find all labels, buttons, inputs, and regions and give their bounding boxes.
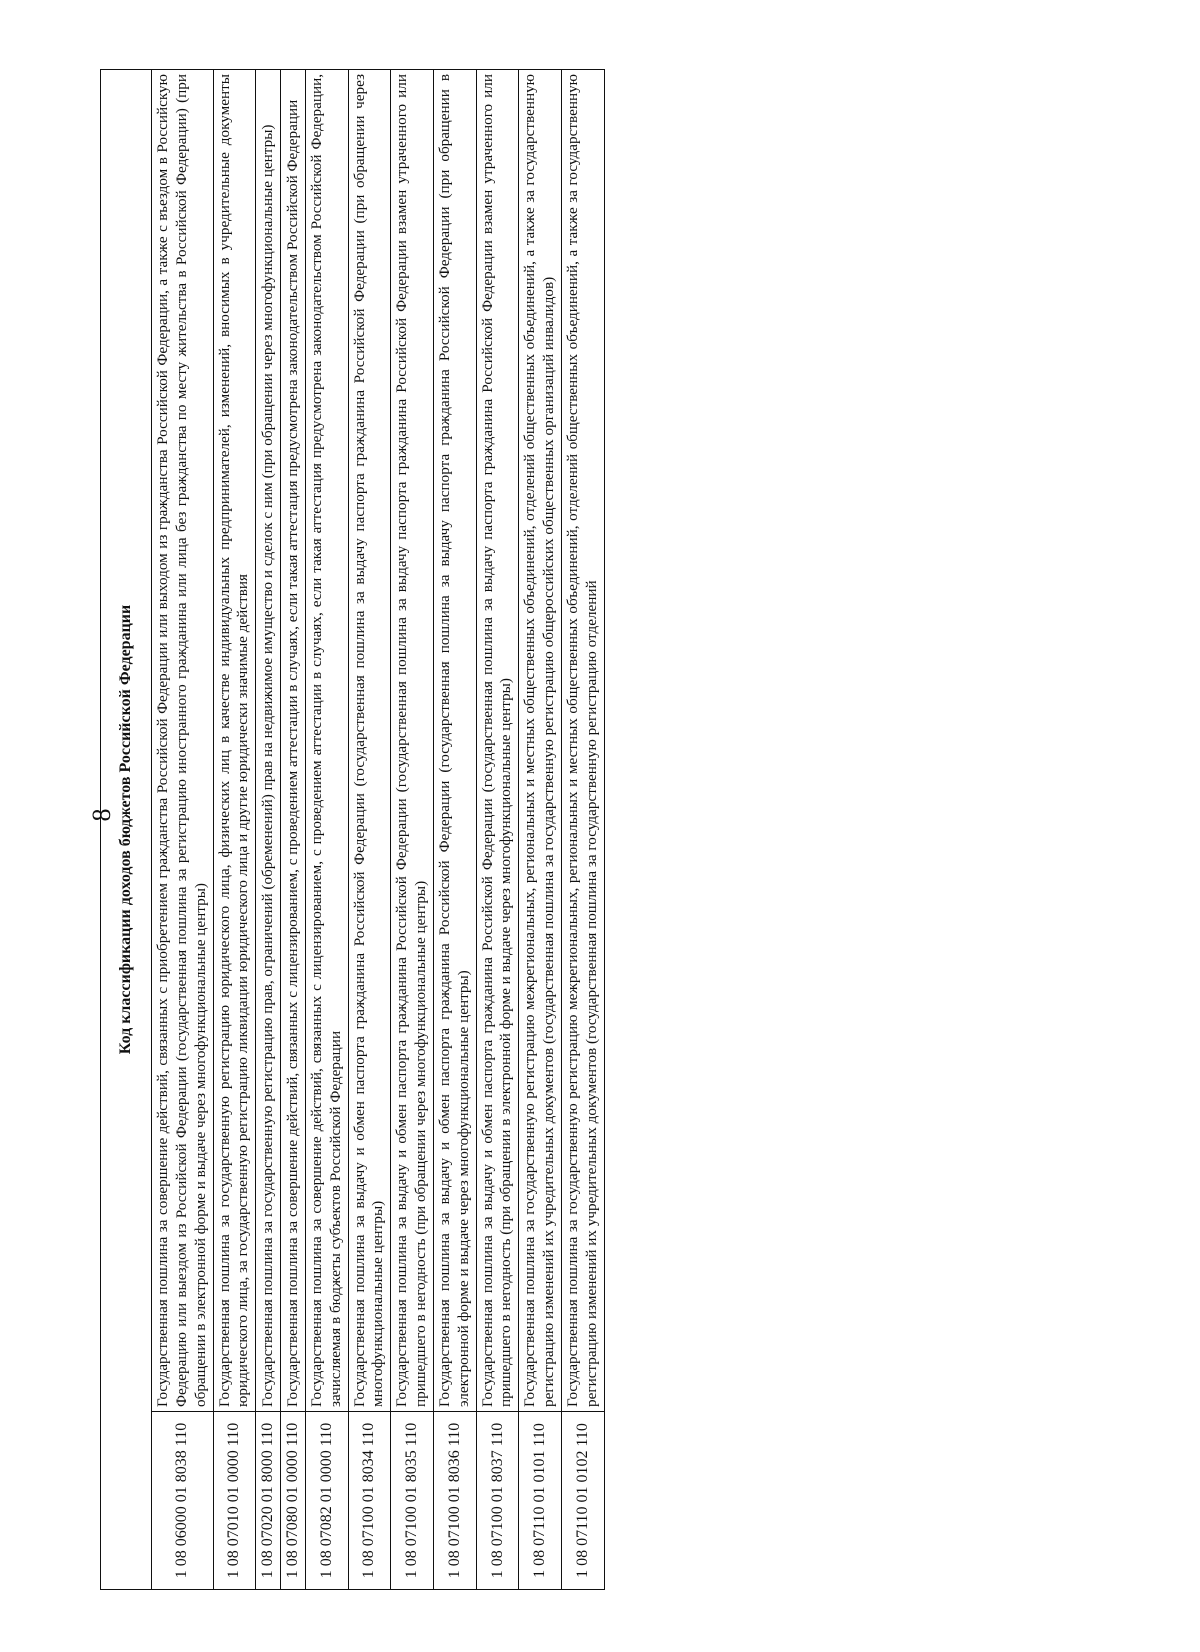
classification-description: Государственная пошлина за совершение действий, связанных с лицензированием, с проведением аттестации в случаях, если такая аттестация предусмотрена законодательством Российской Федерации, зачисляемая в бюджеты субъектов Российской Федерации xyxy=(305,69,348,1411)
table-row xyxy=(305,69,348,1589)
classification-description: Государственная пошлина за государственную регистрацию межрегиональных, региональных и местных общественных объединений, отделений общественных объединений, а также за государственную регистрацию изменений их учредительных документов (государственная пошлина за государственную регистрацию отделений xyxy=(562,69,605,1411)
classification-code: 1 08 07010 01 0000 110 xyxy=(213,1412,256,1590)
classification-description: Государственная пошлина за выдачу и обмен паспорта гражданина Российской Федерации (государственная пошлина за выдачу паспорта гражданина Российской Федерации (при обращении через многофункциональные центры) xyxy=(348,69,391,1411)
classification-description: Государственная пошлина за выдачу и обмен паспорта гражданина Российской Федерации (государственная пошлина за выдачу паспорта гражданина Российской Федерации взамен утраченного или пришедшего в негодность (при обращении через многофункциональные центры) xyxy=(391,69,434,1411)
table-row xyxy=(562,69,605,1589)
table-row xyxy=(433,69,476,1589)
classification-description: Государственная пошлина за государственную регистрацию юридического лица, физических лиц в качестве индивидуальных предпринимателей, изменений, вносимых в учредительные документы юридического лица, за государственную регистрацию ликвидации юридического лица и другие юридически значимые действия xyxy=(213,69,256,1411)
classification-description: Государственная пошлина за выдачу и обмен паспорта гражданина Российской Федерации (государственная пошлина за выдачу паспорта гражданина Российской Федерации (при обращении в электронной форме и выдаче через многофункциональные центры) xyxy=(433,69,476,1411)
classification-description: Государственная пошлина за государственную регистрацию прав, ограничений (обременений) прав на недвижимое имущество и сделок с ним (при обращении через многофункциональные центры) xyxy=(256,69,281,1411)
table-wrapper xyxy=(100,70,1100,1590)
classification-description: Государственная пошлина за государственную регистрацию межрегиональных, региональных и местных общественных объединений, отделений общественных объединений, а также за государственную регистрацию изменений их учредительных документов (государственная пошлина за государственную регистрацию общероссийских общественных организаций инвалидов) xyxy=(519,69,562,1411)
classification-description: Государственная пошлина за выдачу и обмен паспорта гражданина Российской Федерации (государственная пошлина за выдачу паспорта гражданина Российской Федерации взамен утраченного или пришедшего в негодность (при обращении в электронной форме и выдаче через многофункциональные центры) xyxy=(476,69,519,1411)
classification-code: 1 08 06000 01 8038 110 xyxy=(152,1412,214,1590)
classification-code: 1 08 07110 01 0102 110 xyxy=(562,1412,605,1590)
table-row xyxy=(519,69,562,1589)
classification-code: 1 08 07082 01 0000 110 xyxy=(305,1412,348,1590)
classification-code: 1 08 07100 01 8035 110 xyxy=(391,1412,434,1590)
classification-code: 1 08 07080 01 0000 110 xyxy=(281,1412,306,1590)
table-row xyxy=(256,69,281,1589)
page-number: 8 xyxy=(87,808,116,822)
table-row xyxy=(391,69,434,1589)
table-row xyxy=(152,69,214,1589)
classification-code: 1 08 07020 01 8000 110 xyxy=(256,1412,281,1590)
table-row xyxy=(281,69,306,1589)
classification-code: 1 08 07100 01 8037 110 xyxy=(476,1412,519,1590)
table-header-row xyxy=(101,69,152,1589)
revenue-classification-table xyxy=(100,69,605,1590)
classification-code: 1 08 07100 01 8034 110 xyxy=(348,1412,391,1590)
table-row xyxy=(213,69,256,1589)
classification-description: Государственная пошлина за совершение действий, связанных с лицензированием, с проведением аттестации в случаях, если такая аттестация предусмотрена законодательством Российской Федерации xyxy=(281,69,306,1411)
table-row xyxy=(348,69,391,1589)
classification-code: 1 08 07100 01 8036 110 xyxy=(433,1412,476,1590)
rotated-table-area xyxy=(100,70,1100,1590)
classification-code: 1 08 07110 01 0101 110 xyxy=(519,1412,562,1590)
classification-description: Государственная пошлина за совершение действий, связанных с приобретением гражданства Российской Федерации или выходом из гражданства Российской Федерации, а также с въездом в Российскую Федерацию или выездом из Российской Федерации (государственная пошлина за регистрацию иностранного гражданина или лица без гражданства по месту жительства в Российской Федерации) (при обращении в электронной форме и выдаче через многофункциональные центры) xyxy=(152,69,214,1411)
table-row xyxy=(476,69,519,1589)
table-body xyxy=(152,69,605,1589)
table-header: Код классификации доходов бюджетов Российской Федерации xyxy=(101,69,152,1589)
